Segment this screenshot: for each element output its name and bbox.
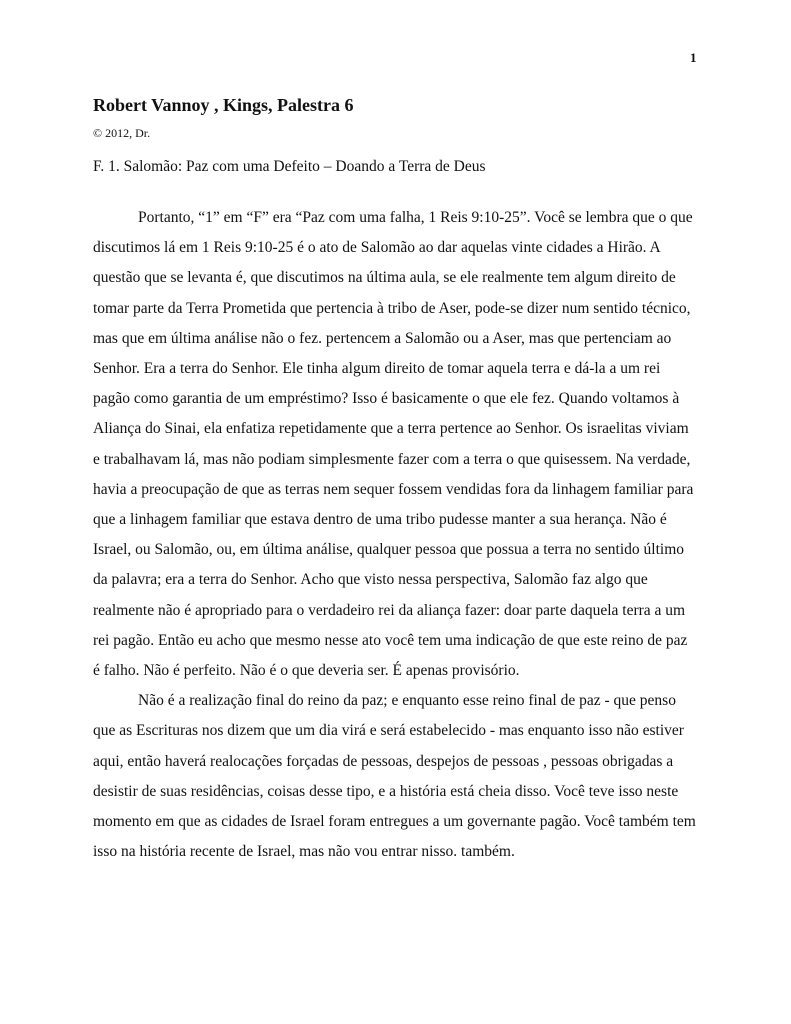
section-heading: F. 1. Salomão: Paz com uma Defeito – Doando a Terra de Deus <box>93 158 486 175</box>
page-number: 1 <box>690 50 697 65</box>
copyright-notice: © 2012, Dr. <box>93 126 151 140</box>
paragraph: Não é a realização final do reino da paz; e enquanto esse reino final de paz - que penso que as Escrituras nos dizem que um dia virá e será estabelecido - mas enquanto isso não estiver aqui, então haverá realocações forçadas de pessoas, despejos de pessoas , pessoas obrigadas a desistir de suas residências, coisas desse tipo, e a história está cheia disso. Você teve isso neste momento em que as cidades de Israel foram entregues a um governante pagão. Você também tem isso na história recente de Israel, mas não vou entrar nisso. também. <box>93 692 696 861</box>
document-title: Robert Vannoy , Kings, Palestra 6 <box>93 95 354 115</box>
paragraph: Portanto, “1” em “F” era “Paz com uma falha, 1 Reis 9:10-25”. Você se lembra que o que discutimos lá em 1 Reis 9:10-25 é o ato de Salomão ao dar aquelas vinte cidades a Hirão. A questão que se levanta é, que discutimos na última aula, se ele realmente tem algum direito de tomar parte da Terra Prometida que pertencia à tribo de Aser, pode-se dizer num sentido técnico, mas que em última análise não o fez. pertencem a Salomão ou a Aser, mas que pertenciam ao Senhor. Era a terra do Senhor. Ele tinha algum direito de tomar aquela terra e dá-la a um rei pagão como garantia de um empréstimo? Isso é basicamente o que ele fez. Quando voltamos à Aliança do Sinai, ela enfatiza repetidamente que a terra pertence ao Senhor. Os israelitas viviam e trabalhavam lá, mas não podiam simplesmente fazer com a terra o que quisessem. Na verdade, havia a preocupação de que as terras nem sequer fossem vendidas fora da linhagem familiar para que a linhagem familiar que estava dentro de uma tribo pudesse manter a sua herança. Não é Israel, ou Salomão, ou, em última análise, qualquer pessoa que possua a terra no sentido último da palavra; era a terra do Senhor. Acho que visto nessa perspectiva, Salomão faz algo que realmente não é apropriado para o verdadeiro rei da aliança fazer: doar parte daquela terra a um rei pagão. Então eu acho que mesmo nesse ato você tem uma indicação de que este reino de paz é falho. Não é perfeito. Não é o que deveria ser. É apenas provisório. <box>93 209 694 680</box>
body-text <box>93 203 697 867</box>
